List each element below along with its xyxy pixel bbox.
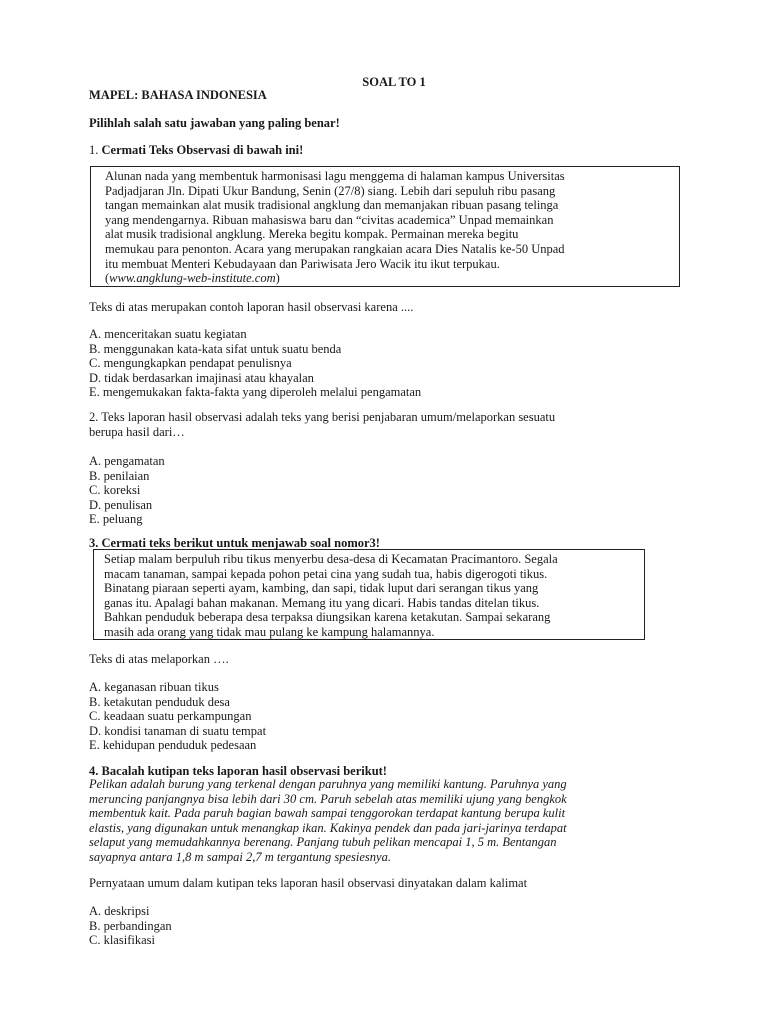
q1-option-a[interactable]: A. menceritakan suatu kegiatan xyxy=(89,327,247,341)
q1-passage-line: Alunan nada yang membentuk harmonisasi lagu menggema di halaman kampus Universitas xyxy=(105,169,565,183)
q1-option-d[interactable]: D. tidak berdasarkan imajinasi atau khayalan xyxy=(89,370,314,385)
q3-passage-line: masih ada orang yang tidak mau pulang ke kampung halamannya. xyxy=(104,624,435,639)
q4-passage xyxy=(89,777,679,865)
q1-number: 1. xyxy=(89,143,102,157)
subject-label: MAPEL: BAHASA INDONESIA xyxy=(89,88,267,102)
q3-passage-box xyxy=(93,549,645,640)
q1-question: Teks di atas merupakan contoh laporan hasil observasi karena .... xyxy=(89,300,414,314)
q1-option-b[interactable]: B. menggunakan kata-kata sifat untuk suatu benda xyxy=(89,341,342,356)
q3-option-b[interactable]: B. ketakutan penduduk desa xyxy=(89,694,230,709)
q3-option-c[interactable]: C. keadaan suatu perkampungan xyxy=(89,709,252,724)
q1-heading xyxy=(89,143,679,158)
q4-options xyxy=(89,904,679,948)
q2-question-line: berupa hasil dari… xyxy=(89,424,185,439)
q1-passage-box xyxy=(90,166,680,287)
q1-source-url: www.angklung-web-institute.com xyxy=(109,271,276,286)
q3-passage-line: Setiap malam berpuluh ribu tikus menyerbu desa-desa di Kecamatan Pracimantoro. Segala xyxy=(104,552,558,566)
q2-question-line: 2. Teks laporan hasil observasi adalah teks yang berisi penjabaran umum/melaporkan sesuatu xyxy=(89,410,556,424)
q1-source-open: ( xyxy=(105,271,110,286)
q4-question: Pernyataan umum dalam kutipan teks laporan hasil observasi dinyatakan dalam kalimat xyxy=(89,876,528,890)
q1-source xyxy=(105,271,669,286)
q3-heading: 3. Cermati teks berikut untuk menjawab soal nomor3! xyxy=(89,536,380,550)
q2-option-c[interactable]: C. koreksi xyxy=(89,483,141,498)
instruction-text: Pilihlah salah satu jawaban yang paling benar! xyxy=(89,116,340,130)
q1-passage-line: alat musik tradisional angklung. Mereka begitu kompak. Permainan mereka begitu xyxy=(105,227,519,242)
q4-heading: 4. Bacalah kutipan teks laporan hasil observasi berikut! xyxy=(89,764,387,778)
q1-passage-line: itu membuat Menteri Kebudayaan dan Pariwisata Jero Wacik itu ikut terpukau. xyxy=(105,256,500,271)
q4-passage-line: membentuk kait. Pada paruh bagian bawah sampai tenggorokan terdapat kantung berupa kulit xyxy=(89,806,566,821)
exam-title: SOAL TO 1 xyxy=(362,75,426,89)
q3-passage-line: Bahkan penduduk beberapa desa terpaksa diungsikan karena ketakutan. Sampai sekarang xyxy=(104,610,551,625)
q2-question xyxy=(89,410,679,439)
q1-passage-line: tangan memainkan alat musik tradisional angklung dan memanjakan ribuan pasang telinga xyxy=(105,198,559,213)
q3-option-a[interactable]: A. keganasan ribuan tikus xyxy=(89,680,219,694)
q1-option-c[interactable]: C. mengungkapkan pendapat penulisnya xyxy=(89,356,292,371)
q4-option-a[interactable]: A. deskripsi xyxy=(89,904,150,918)
q4-passage-line: Pelikan adalah burung yang terkenal dengan paruhnya yang memiliki kantung. Paruhnya yang xyxy=(89,777,567,791)
q4-passage-line: selaput yang memudahkannya berenang. Panjang tubuh pelikan mencapai 1, 5 m. Bentangan xyxy=(89,835,557,850)
q3-option-e[interactable]: E. kehidupan penduduk pedesaan xyxy=(89,738,257,753)
q1-source-close: ) xyxy=(275,271,280,286)
q2-option-b[interactable]: B. penilaian xyxy=(89,468,150,483)
q1-options xyxy=(89,327,679,400)
q3-passage-line: ganas itu. Apalagi bahan makanan. Memang itu yang dicari. Habis tandas ditelan tikus. xyxy=(104,595,540,610)
q4-option-b[interactable]: B. perbandingan xyxy=(89,918,172,933)
q1-passage-line: Padjadjaran Jln. Dipati Ukur Bandung, Senin (27/8) siang. Lebih dari sepuluh ribu pasang xyxy=(105,183,556,198)
q3-passage-line: Binatang piaraan seperti ayam, kambing, dan sapi, tidak luput dari serangan tikus yang xyxy=(104,581,539,596)
q3-passage-line: macam tanaman, sampai kepada pohon petai cina yang sudah tua, habis digerogoti tikus. xyxy=(104,566,548,581)
q1-passage-line: yang mendengarnya. Ribuan mahasiswa baru dan “civitas academica” Unpad memainkan xyxy=(105,212,554,227)
q3-options xyxy=(89,680,679,753)
q4-passage-line: sayapnya antara 1,8 m sampai 2,7 m tergantung spesiesnya. xyxy=(89,849,391,864)
q1-passage-line: memukau para penonton. Acara yang merupakan rangkaian acara Dies Natalis ke-50 Unpad xyxy=(105,241,565,256)
q1-heading-text: Cermati Teks Observasi di bawah ini! xyxy=(101,143,304,157)
q2-options xyxy=(89,454,679,527)
q3-question: Teks di atas melaporkan …. xyxy=(89,652,229,666)
q2-option-a[interactable]: A. pengamatan xyxy=(89,454,165,468)
q3-option-d[interactable]: D. kondisi tanaman di suatu tempat xyxy=(89,723,267,738)
q2-option-d[interactable]: D. penulisan xyxy=(89,497,153,512)
q4-passage-line: meruncing panjangnya bisa lebih dari 30 cm. Paruh sebelah atas memiliki ujung yang bengkok xyxy=(89,791,567,806)
q2-option-e[interactable]: E. peluang xyxy=(89,512,143,527)
q4-passage-line: elastis, yang digunakan untuk menangkap ikan. Kakinya pendek dan pada jari-jarinya terdapat xyxy=(89,820,567,835)
q4-option-c[interactable]: C. klasifikasi xyxy=(89,933,155,948)
q1-option-e[interactable]: E. mengemukakan fakta-fakta yang diperoleh melalui pengamatan xyxy=(89,385,422,400)
